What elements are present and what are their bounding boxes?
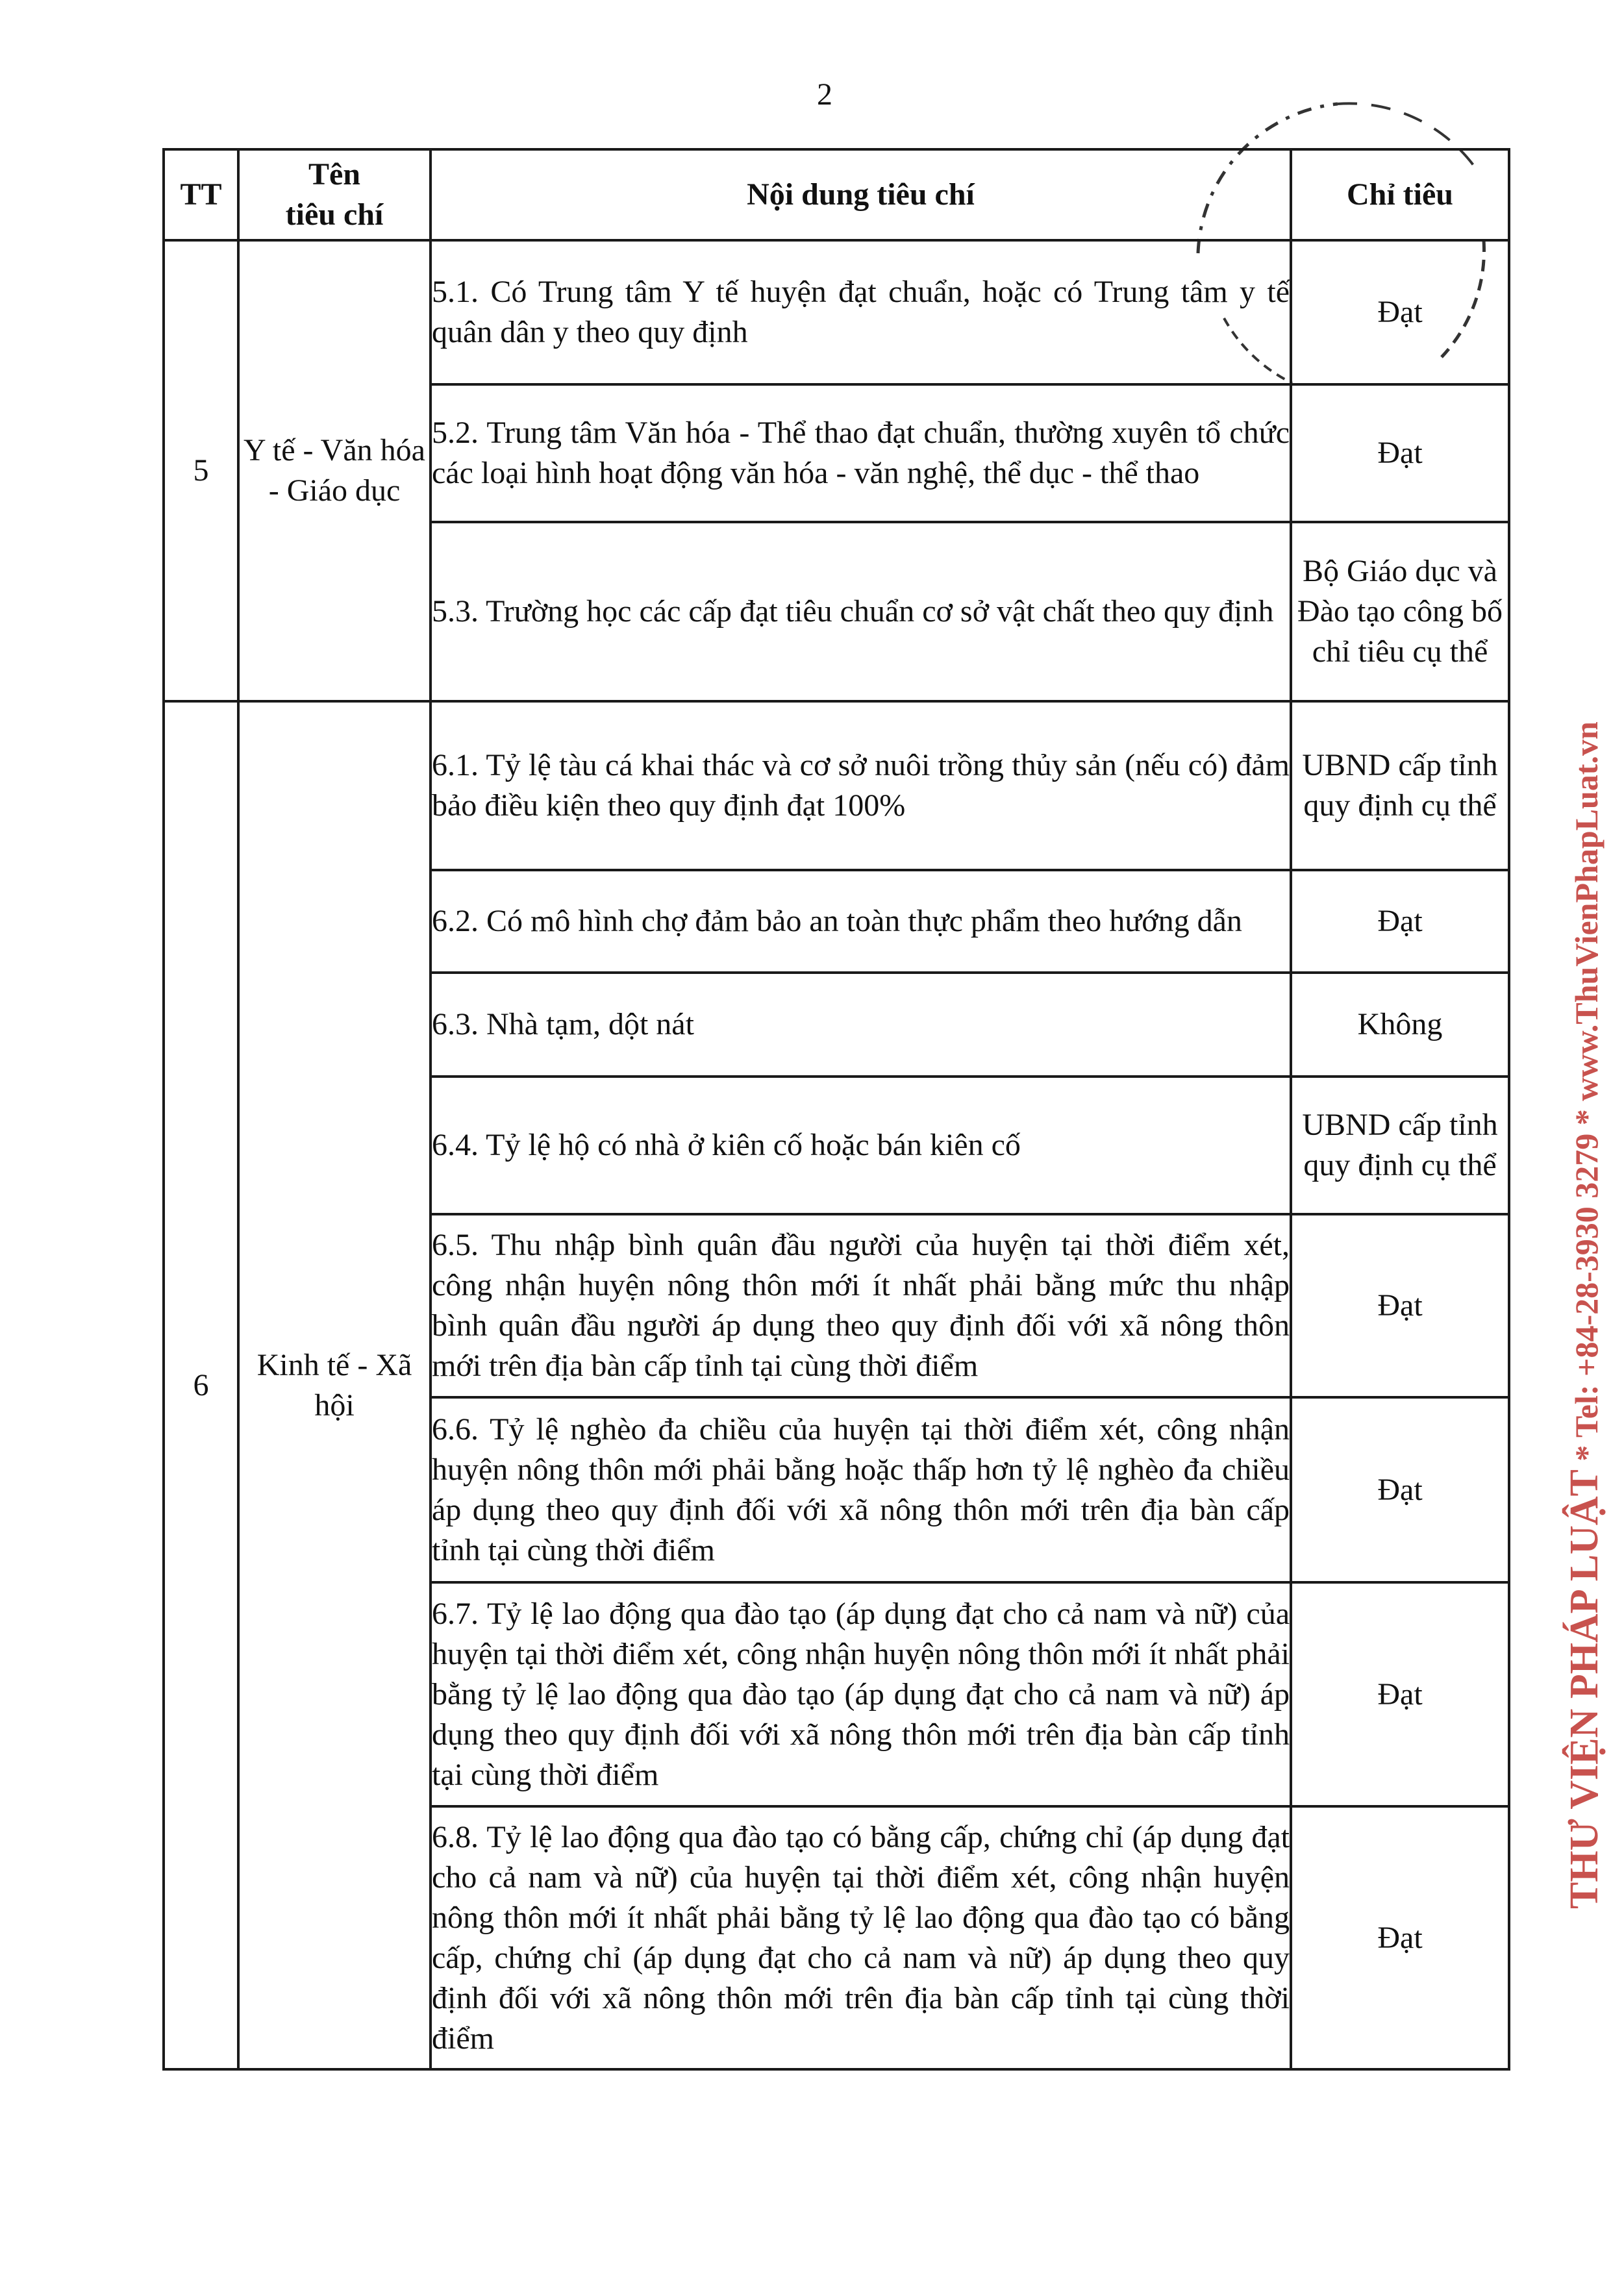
criterion-target: Đạt: [1291, 1582, 1509, 1806]
criterion-content: 5.3. Trường học các cấp đạt tiêu chuẩn cơ sở vật chất theo quy định: [431, 522, 1291, 701]
criterion-target: Đạt: [1291, 870, 1509, 973]
criterion-target: Bộ Giáo dục và Đào tạo công bố chỉ tiêu cụ thể: [1291, 522, 1509, 701]
criterion-target: Không: [1291, 973, 1509, 1077]
header-ten-line1: Tên: [308, 157, 360, 192]
criterion-content: 6.4. Tỷ lệ hộ có nhà ở kiên cố hoặc bán kiên cố: [431, 1077, 1291, 1214]
criterion-target: Đạt: [1291, 384, 1509, 522]
group-name: Y tế - Văn hóa - Giáo dục: [238, 240, 431, 701]
criterion-content: 6.7. Tỷ lệ lao động qua đào tạo (áp dụng đạt cho cả nam và nữ) của huyện tại thời điểm xét, công nhận huyện nông thôn mới ít nhất phải bằng tỷ lệ lao động qua đào tạo (áp dụng đạt cho cả nam và nữ) áp dụng theo quy định đối với xã nông thôn mới trên địa bàn cấp tỉnh tại cùng thời điểm: [431, 1582, 1291, 1806]
criterion-content: 6.2. Có mô hình chợ đảm bảo an toàn thực phẩm theo hướng dẫn: [431, 870, 1291, 973]
header-chi-tieu: Chỉ tiêu: [1291, 149, 1509, 240]
criterion-content: 5.1. Có Trung tâm Y tế huyện đạt chuẩn, hoặc có Trung tâm y tế quân dân y theo quy định: [431, 240, 1291, 384]
header-row: [164, 149, 1509, 240]
criterion-target: UBND cấp tỉnh quy định cụ thể: [1291, 1077, 1509, 1214]
group-tt: 6: [164, 701, 238, 2069]
header-noi-dung: Nội dung tiêu chí: [431, 149, 1291, 240]
criterion-target: UBND cấp tỉnh quy định cụ thể: [1291, 701, 1509, 870]
criterion-content: 6.3. Nhà tạm, dột nát: [431, 973, 1291, 1077]
page-number: 2: [817, 77, 832, 112]
criterion-content: 6.5. Thu nhập bình quân đầu người của huyện tại thời điểm xét, công nhận huyện nông thôn mới ít nhất phải bằng mức thu nhập bình quân đầu người áp dụng theo quy định đối với xã nông thôn mới trên địa bàn cấp tỉnh tại cùng thời điểm: [431, 1214, 1291, 1397]
criterion-content: 6.8. Tỷ lệ lao động qua đào tạo có bằng cấp, chứng chỉ (áp dụng đạt cho cả nam và nữ) của huyện tại thời điểm xét, công nhận huyện nông thôn mới ít nhất phải bằng tỷ lệ lao động qua đào tạo có bằng cấp, chứng chỉ (áp dụng đạt cho cả nam và nữ) áp dụng theo quy định đối với xã nông thôn mới trên địa bàn cấp tỉnh tại cùng thời điểm: [431, 1806, 1291, 2069]
watermark-contact: * Tel: +84-28-3930 3279 * www.ThuVienPhapLuat.vn: [1568, 721, 1605, 1462]
criterion-target: Đạt: [1291, 1214, 1509, 1397]
criteria-table: [162, 148, 1510, 2071]
watermark-title: THƯ VIỆN PHÁP LUẬT: [1562, 1469, 1606, 1909]
criterion-content: 6.1. Tỷ lệ tàu cá khai thác và cơ sở nuôi trồng thủy sản (nếu có) đảm bảo điều kiện theo quy định đạt 100%: [431, 701, 1291, 870]
criterion-content: 5.2. Trung tâm Văn hóa - Thể thao đạt chuẩn, thường xuyên tổ chức các loại hình hoạt động văn hóa - văn nghệ, thể dục - thể thao: [431, 384, 1291, 522]
criterion-target: Đạt: [1291, 240, 1509, 384]
table-row: [164, 701, 1509, 870]
side-watermark: [1562, 416, 1608, 1909]
group-name: Kinh tế - Xã hội: [238, 701, 431, 2069]
group-tt: 5: [164, 240, 238, 701]
header-ten-tieu-chi: [238, 149, 431, 240]
criterion-target: Đạt: [1291, 1806, 1509, 2069]
table-row: [164, 240, 1509, 384]
criterion-content: 6.6. Tỷ lệ nghèo đa chiều của huyện tại thời điểm xét, công nhận huyện nông thôn mới phải bằng hoặc thấp hơn tỷ lệ nghèo đa chiều áp dụng theo quy định đối với xã nông thôn mới trên địa bàn cấp tỉnh tại cùng thời điểm: [431, 1397, 1291, 1582]
header-ten-line2: tiêu chí: [285, 197, 384, 232]
header-tt: TT: [164, 149, 238, 240]
criterion-target: Đạt: [1291, 1397, 1509, 1582]
